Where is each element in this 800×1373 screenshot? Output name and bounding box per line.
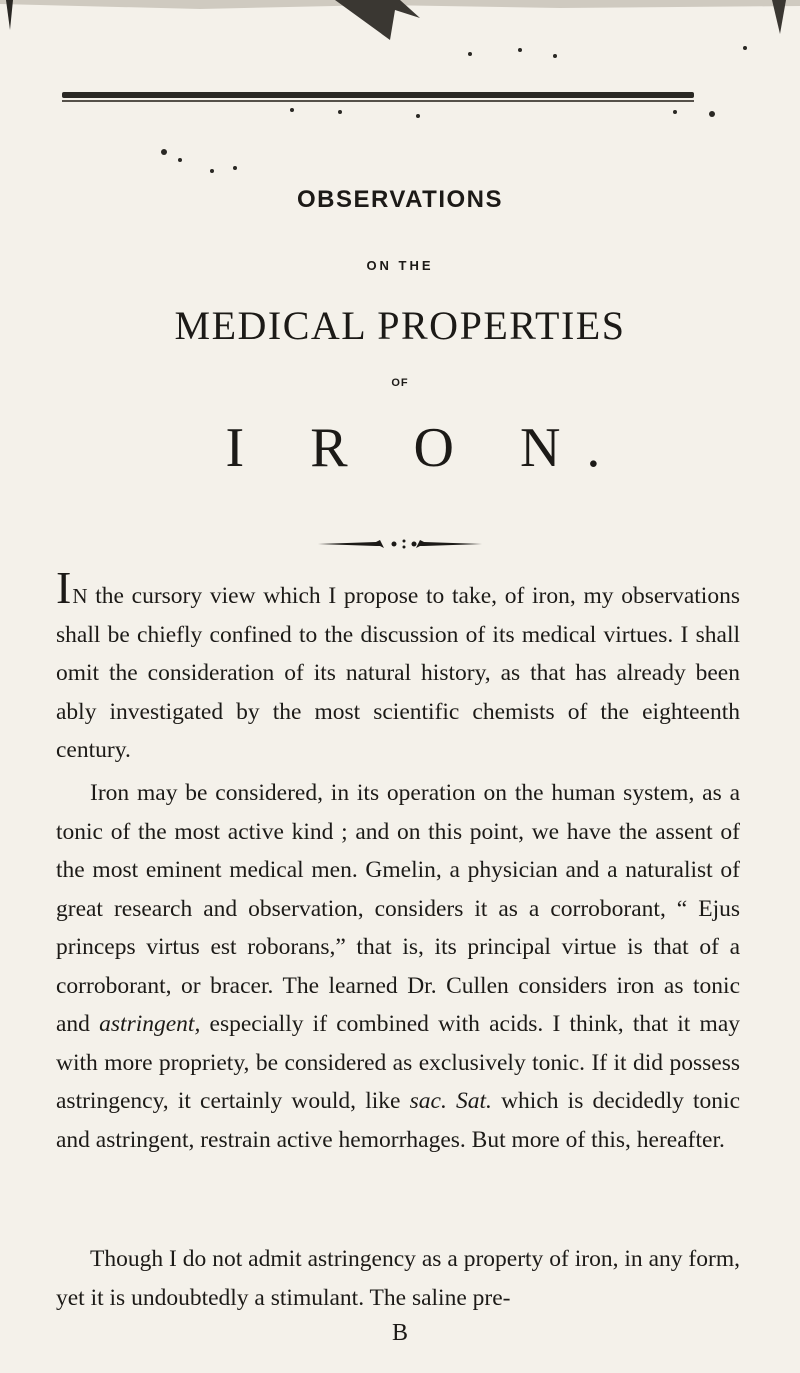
paragraph-2-italic-astringent: astringent, xyxy=(99,1011,201,1037)
title-iron: I R O N. xyxy=(225,417,627,479)
top-rule-thin xyxy=(62,100,694,102)
title-medical-properties: MEDICAL PROPERTIES xyxy=(174,303,626,348)
paragraph-2-text-b: especially if combined with acids. I think, that it may with more propriety, be considered as exclusively tonic. If it did possess astringency, it certainly would, like xyxy=(56,1011,740,1114)
ornamental-divider xyxy=(318,538,482,550)
title-of: OF xyxy=(391,377,409,389)
drop-cap-continuation: N xyxy=(72,584,88,608)
paragraph-3: Though I do not admit astringency as a property of iron, in any form, yet it is undoubtedly a stimulant. The saline pre- xyxy=(56,1246,740,1311)
drop-cap: I xyxy=(56,562,72,613)
top-rule-thick xyxy=(62,92,694,98)
paragraph-1 xyxy=(56,562,740,770)
damaged-top-edge xyxy=(0,0,800,40)
title-on-the: ON THE xyxy=(366,258,434,273)
paragraph-2 xyxy=(56,774,740,1159)
paragraph-2-text-a: Iron may be considered, in its operation on the human system, as a tonic of the most active kind ; and on this point, we have the assent of the most eminent medical men. Gmelin, a physician and a naturalist of great research and observation, considers it as a corroborant, “ Ejus princeps virtus est roborans,” that is, its principal virtue is that of a corroborant, or bracer. The learned Dr. Cullen considers iron as tonic and xyxy=(56,780,740,1037)
paragraph-1-text: the cursory view which I propose to take, of iron, my observations shall be chiefly confined to the discussion of its medical virtues. I shall omit the consideration of its natural history, as that has already been ably investigated by the most scientific chemists of the eighteenth century. xyxy=(56,583,740,763)
paragraph-2-text-c: which is decidedly tonic and astringent, restrain active hemorrhages. But more of this, hereafter. xyxy=(56,1088,741,1153)
paragraph-2-italic-sac-sat: sac. Sat. xyxy=(409,1088,492,1114)
signature-mark: B xyxy=(391,1320,408,1346)
title-observations: OBSERVATIONS xyxy=(296,186,504,213)
